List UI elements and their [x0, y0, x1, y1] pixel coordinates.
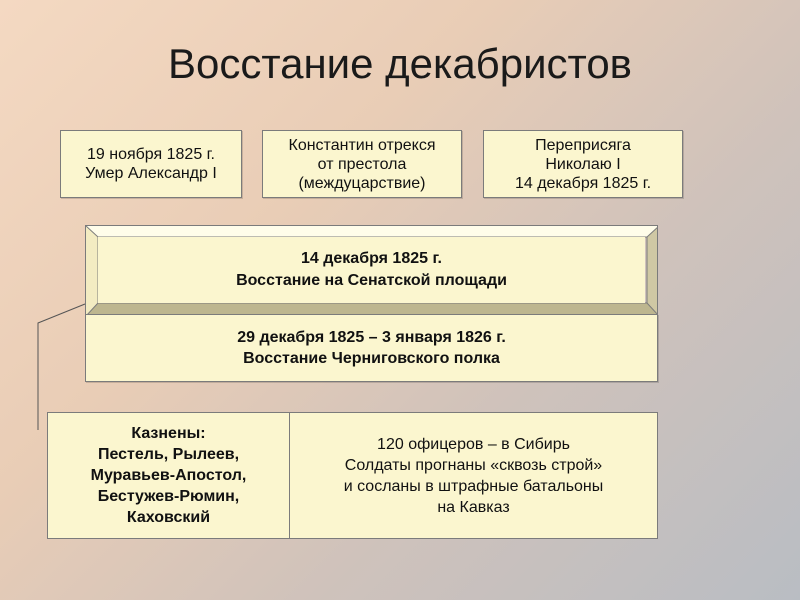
punishment-text: и сосланы в штрафные батальоны — [343, 477, 604, 495]
punishment-text: Солдаты прогнаны «сквозь строй» — [344, 456, 603, 474]
executed-name: Пестель, Рылеев, — [97, 446, 240, 463]
slide-title: Восстание декабристов — [167, 40, 632, 87]
punishment-text: 120 офицеров – в Сибирь — [377, 435, 570, 453]
executed-cell — [48, 413, 290, 538]
executed-heading: Казнены: — [131, 425, 206, 442]
executed-name: Бестужев-Рюмин, — [97, 488, 240, 505]
punishment-text: на Кавказ — [437, 498, 510, 516]
bevel-face — [98, 237, 645, 303]
event-text: (междуцарствие) — [298, 174, 426, 192]
event-box-alexander-death — [60, 130, 242, 198]
event-text: Николаю I — [545, 155, 621, 173]
event-box-chernigov-uprising — [85, 314, 658, 382]
event-text: Константин отрекся — [288, 136, 436, 154]
event-text: Восстание Черниговского полка — [243, 350, 500, 367]
executed-name: Каховский — [126, 509, 211, 526]
event-date: 14 декабря 1825 г. — [514, 174, 652, 192]
consequences-table — [47, 412, 658, 539]
event-date: 19 ноября 1825 г. — [87, 146, 215, 163]
event-box-senate-square-uprising — [85, 225, 658, 315]
event-text: Переприсяга — [535, 136, 631, 154]
event-date: 29 декабря 1825 – 3 января 1826 г. — [237, 329, 506, 346]
punishment-cell — [290, 413, 657, 538]
executed-name: Муравьев-Апостол, — [90, 467, 247, 484]
event-date: 14 декабря 1825 г. — [301, 250, 442, 267]
event-box-reoath-nicholas — [483, 130, 683, 198]
event-text: Восстание на Сенатской площади — [236, 272, 507, 289]
event-box-constantine-abdication — [262, 130, 462, 198]
event-text: от престола — [317, 155, 407, 173]
event-text: Умер Александр I — [85, 165, 217, 182]
